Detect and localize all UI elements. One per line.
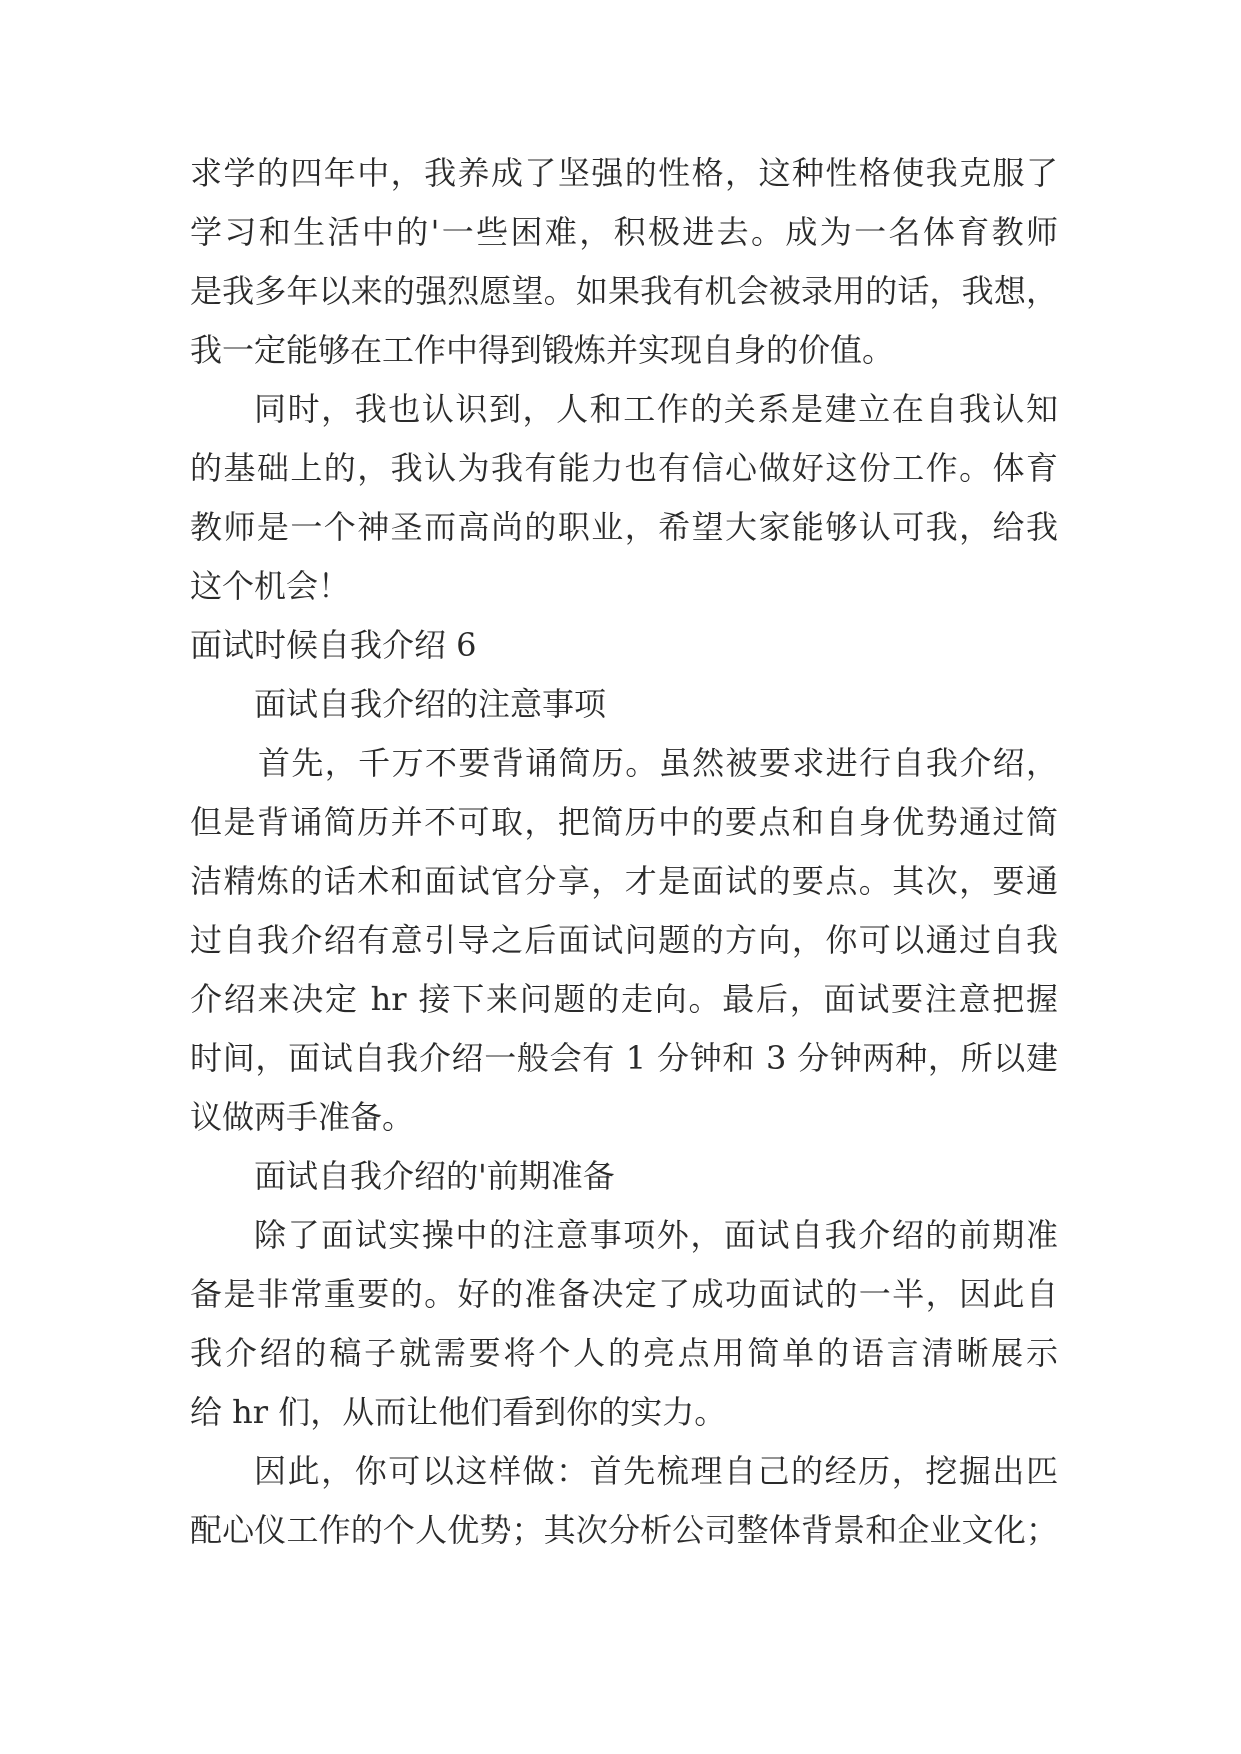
paragraph-line: 议做两手准备。 — [190, 1098, 415, 1136]
paragraph-line: 是我多年以来的强烈愿望。如果我有机会被录用的话，我想， — [190, 272, 1058, 310]
paragraph-line: 我一定能够在工作中得到锻炼并实现自身的价值。 — [190, 331, 895, 369]
paragraph-line: 学习和生活中的'一些困难，积极进去。成为一名体育教师 — [190, 213, 1058, 251]
paragraph-line: 过自我介绍有意引导之后面试问题的方向，你可以通过自我 — [190, 921, 1058, 959]
paragraph-line: 因此，你可以这样做：首先梳理自己的经历，挖掘出匹 — [254, 1452, 1058, 1490]
paragraph-line: 但是背诵简历并不可取，把简历中的要点和自身优势通过简 — [190, 803, 1058, 841]
paragraph-line: 时间，面试自我介绍一般会有 1 分钟和 3 分钟两种，所以建 — [190, 1039, 1058, 1077]
section-heading: 面试时候自我介绍 6 — [190, 626, 477, 664]
paragraph-line: 这个机会！ — [190, 567, 351, 605]
paragraph-line: 首先，千万不要背诵简历。虽然被要求进行自我介绍， — [258, 744, 1058, 782]
paragraph-line: 备是非常重要的。好的准备决定了成功面试的一半，因此自 — [190, 1275, 1058, 1313]
subheading: 面试自我介绍的'前期准备 — [254, 1157, 615, 1195]
paragraph-line: 介绍来决定 hr 接下来问题的走向。最后，面试要注意把握 — [190, 980, 1058, 1018]
paragraph-line: 同时，我也认识到，人和工作的关系是建立在自我认知 — [254, 390, 1058, 428]
paragraph-line: 我介绍的稿子就需要将个人的亮点用简单的语言清晰展示 — [190, 1334, 1058, 1372]
subheading: 面试自我介绍的注意事项 — [254, 685, 607, 723]
paragraph-line: 除了面试实操中的注意事项外，面试自我介绍的前期准 — [254, 1216, 1058, 1254]
paragraph-line: 配心仪工作的个人优势；其次分析公司整体背景和企业文化； — [190, 1511, 1058, 1549]
paragraph-line: 洁精炼的话术和面试官分享，才是面试的要点。其次，要通 — [190, 862, 1058, 900]
paragraph-line: 教师是一个神圣而高尚的职业，希望大家能够认可我，给我 — [190, 508, 1058, 546]
paragraph-line: 给 hr 们，从而让他们看到你的实力。 — [190, 1393, 727, 1431]
paragraph-line: 求学的四年中，我养成了坚强的性格，这种性格使我克服了 — [190, 154, 1058, 192]
paragraph-line: 的基础上的，我认为我有能力也有信心做好这份工作。体育 — [190, 449, 1058, 487]
